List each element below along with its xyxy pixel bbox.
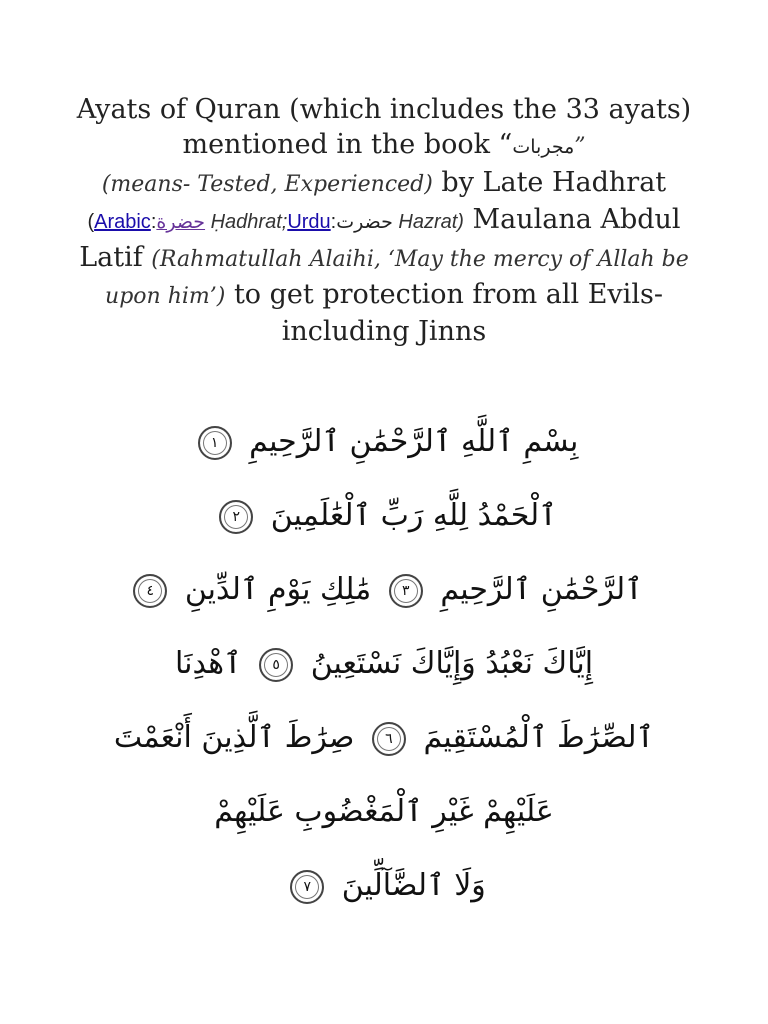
verse-line [100, 627, 668, 701]
document-heading [60, 92, 708, 349]
hazrat-urdu: حضرت [336, 211, 393, 233]
verse-line [100, 701, 668, 775]
hadhrat-arabic-link[interactable]: حضرة [156, 211, 206, 233]
ayah-number-marker-icon: ٢ [219, 500, 253, 534]
ayah-number-marker-icon: ٥ [259, 648, 293, 682]
colon-1: : [150, 211, 157, 233]
verse-text: ٱلرَّحْمَٰنِ ٱلرَّحِيمِ [440, 572, 643, 607]
ayah-number-marker-icon: ٤ [133, 574, 167, 608]
urdu-link[interactable]: Urdu [287, 211, 331, 233]
ayah-number-marker-icon: ٦ [372, 722, 406, 756]
verse-text: ٱلصِّرَٰطَ ٱلْمُسْتَقِيمَ [423, 720, 655, 755]
purpose-text: to get protection from all Evils-including Jinns [225, 279, 663, 347]
book-meaning: (means- Tested, Experienced) [101, 172, 433, 197]
hazrat-transliteration: Hazrat) [392, 211, 464, 233]
verse-text: عَلَيْهِمْ غَيْرِ ٱلْمَغْضُوبِ عَلَيْهِمْ [214, 794, 554, 829]
verse-text: مَٰلِكِ يَوْمِ ٱلدِّينِ [184, 572, 372, 607]
verse-text: بِسْمِ ٱللَّهِ ٱلرَّحْمَٰنِ ٱلرَّحِيمِ [249, 424, 579, 459]
verse-text: إِيَّاكَ نَعْبُدُ وَإِيَّاكَ نَسْتَعِينُ [310, 646, 594, 681]
verse-text: ٱلْحَمْدُ لِلَّهِ رَبِّ ٱلْعَٰلَمِينَ [270, 498, 557, 533]
book-name-arabic: مجربات [512, 136, 575, 158]
ayah-number-marker-icon: ٧ [290, 870, 324, 904]
arabic-link[interactable]: Arabic [94, 211, 151, 233]
quote-close: ” [574, 134, 586, 159]
author-name: Maulana Abdul Latif [79, 204, 681, 273]
verse-text: وَلَا ٱلضَّآلِّينَ [341, 868, 486, 903]
verse-line [100, 553, 668, 627]
ayah-number-marker-icon: ٣ [389, 574, 423, 608]
verse-line [100, 479, 668, 553]
by-text: by Late Hadhrat [432, 167, 667, 198]
paren-open: ( [87, 211, 95, 233]
quran-verses [100, 405, 668, 923]
verse-line [100, 849, 668, 923]
verse-text: صِرَٰطَ ٱلَّذِينَ أَنْعَمْتَ [113, 720, 355, 755]
hadhrat-transliteration: Ḥadhrat; [205, 211, 288, 233]
verse-text: ٱهْدِنَا [174, 646, 242, 681]
honorific: (Rahmatullah Alaihi, ‘May the mercy of Allah be upon him’) [105, 247, 689, 309]
ayah-number-marker-icon: ١ [198, 426, 232, 460]
colon-2: : [330, 211, 337, 233]
verse-line [100, 405, 668, 479]
verse-line [100, 775, 668, 849]
heading-line1: Ayats of Quran (which includes the 33 ayats) mentioned in the book “ [76, 94, 692, 160]
